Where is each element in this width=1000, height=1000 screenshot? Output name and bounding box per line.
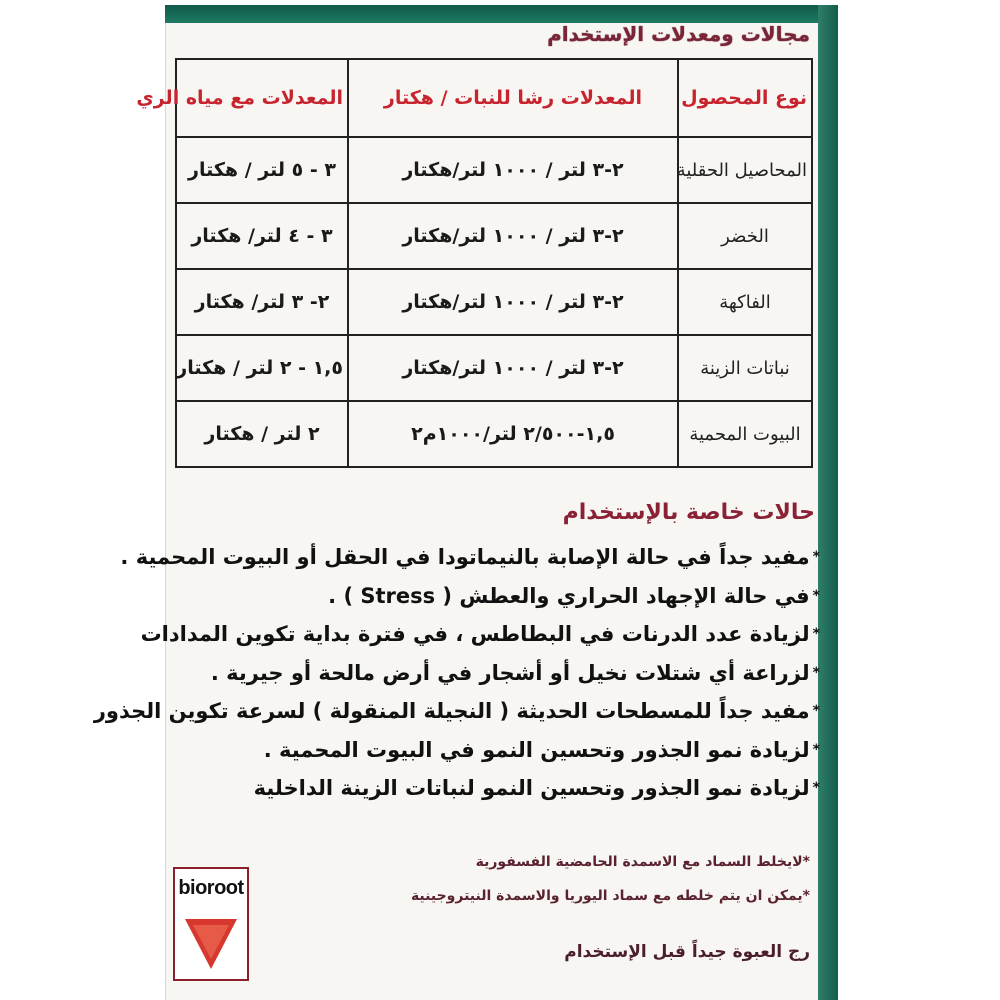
list-item: *مفيد جداً في حالة الإصابة بالنيماتودا في الحقل أو البيوت المحمية . (120, 545, 820, 569)
crop-cell: المحاصيل الحقلية (678, 137, 812, 203)
asterisk-icon: * (812, 626, 820, 642)
asterisk-icon: * (812, 664, 820, 681)
header-irrigation-rate: المعدلات مع مياه الري (176, 59, 348, 137)
asterisk-icon: * (802, 854, 810, 870)
list-item: *لزيادة عدد الدرنات في البطاطس ، في فترة بداية تكوين المدادات (140, 622, 820, 646)
usage-section-title: مجالات ومعدلات الإستخدام (547, 22, 810, 46)
irrigation-rate-cell: ٣ - ٤ لتر/ هكتار (176, 203, 348, 269)
asterisk-icon: * (812, 780, 820, 796)
spray-rate-cell: ١,٥-٢/٥٠٠ لتر/١٠٠٠م٢ (348, 401, 678, 467)
table-row (176, 203, 812, 269)
header-crop-type: نوع المحصول (678, 59, 812, 137)
spray-rate-cell: ٢-٣ لتر / ١٠٠٠ لتر/هكتار (348, 203, 678, 269)
table-row (176, 137, 812, 203)
asterisk-icon: * (812, 549, 820, 565)
spray-rate-cell: ٢-٣ لتر / ١٠٠٠ لتر/هكتار (348, 269, 678, 335)
special-cases-list (93, 538, 820, 808)
irrigation-rate-cell: ٢- ٣ لتر/ هكتار (176, 269, 348, 335)
table-row (176, 401, 812, 467)
asterisk-icon: * (812, 741, 820, 758)
asterisk-icon: * (802, 888, 810, 904)
spray-rate-cell: ٢-٣ لتر / ١٠٠٠ لتر/هكتار (348, 335, 678, 401)
irrigation-rate-cell: ٣ - ٥ لتر / هكتار (176, 137, 348, 203)
mixing-notes (411, 845, 810, 913)
right-green-band (818, 5, 838, 1000)
note-item: *يمكن ان يتم خلطه مع سماد اليوريا والاسمدة النيتروجينية (410, 888, 810, 904)
list-item: *لزيادة نمو الجذور وتحسين النمو لنباتات الزينة الداخلية (253, 776, 820, 800)
table-row (176, 269, 812, 335)
bioroot-logo (173, 867, 249, 981)
spray-rate-cell: ٢-٣ لتر / ١٠٠٠ لتر/هكتار (348, 137, 678, 203)
usage-rates-table (136, 58, 813, 468)
irrigation-rate-cell: ٢ لتر / هكتار (176, 401, 348, 467)
asterisk-icon: * (812, 587, 820, 604)
crop-cell: الخضر (678, 203, 812, 269)
list-item: *مفيد جداً للمسطحات الحديثة ( النجيلة المنقولة ) لسرعة تكوين الجذور (93, 699, 820, 723)
note-item: *لايخلط السماد مع الاسمدة الحامضية الفسفورية (475, 854, 810, 870)
list-item: *لزيادة نمو الجذور وتحسين النمو في البيوت المحمية . (263, 737, 820, 762)
shake-before-use-note: رج العبوة جيداً قبل الإستخدام (564, 942, 810, 962)
crop-cell: البيوت المحمية (678, 401, 812, 467)
header-spray-rate: المعدلات رشا للنبات / هكتار (348, 59, 678, 137)
table-header-row (176, 59, 812, 137)
logo-wordmark: bioroot (178, 877, 244, 899)
crop-cell: نباتات الزينة (678, 335, 812, 401)
irrigation-rate-cell: ١,٥ - ٢ لتر / هكتار (176, 335, 348, 401)
list-item: *لزراعة أي شتلات نخيل أو أشجار في أرض مالحة أو جيرية . (210, 660, 820, 685)
asterisk-icon: * (812, 703, 820, 719)
list-item: *في حالة الإجهاد الحراري والعطش ( Stress ) . (328, 583, 820, 608)
top-green-band (165, 5, 837, 23)
table-row (176, 335, 812, 401)
crop-cell: الفاكهة (678, 269, 812, 335)
logo-triangle-icon (183, 915, 239, 971)
special-cases-title: حالات خاصة بالإستخدام (562, 500, 815, 525)
